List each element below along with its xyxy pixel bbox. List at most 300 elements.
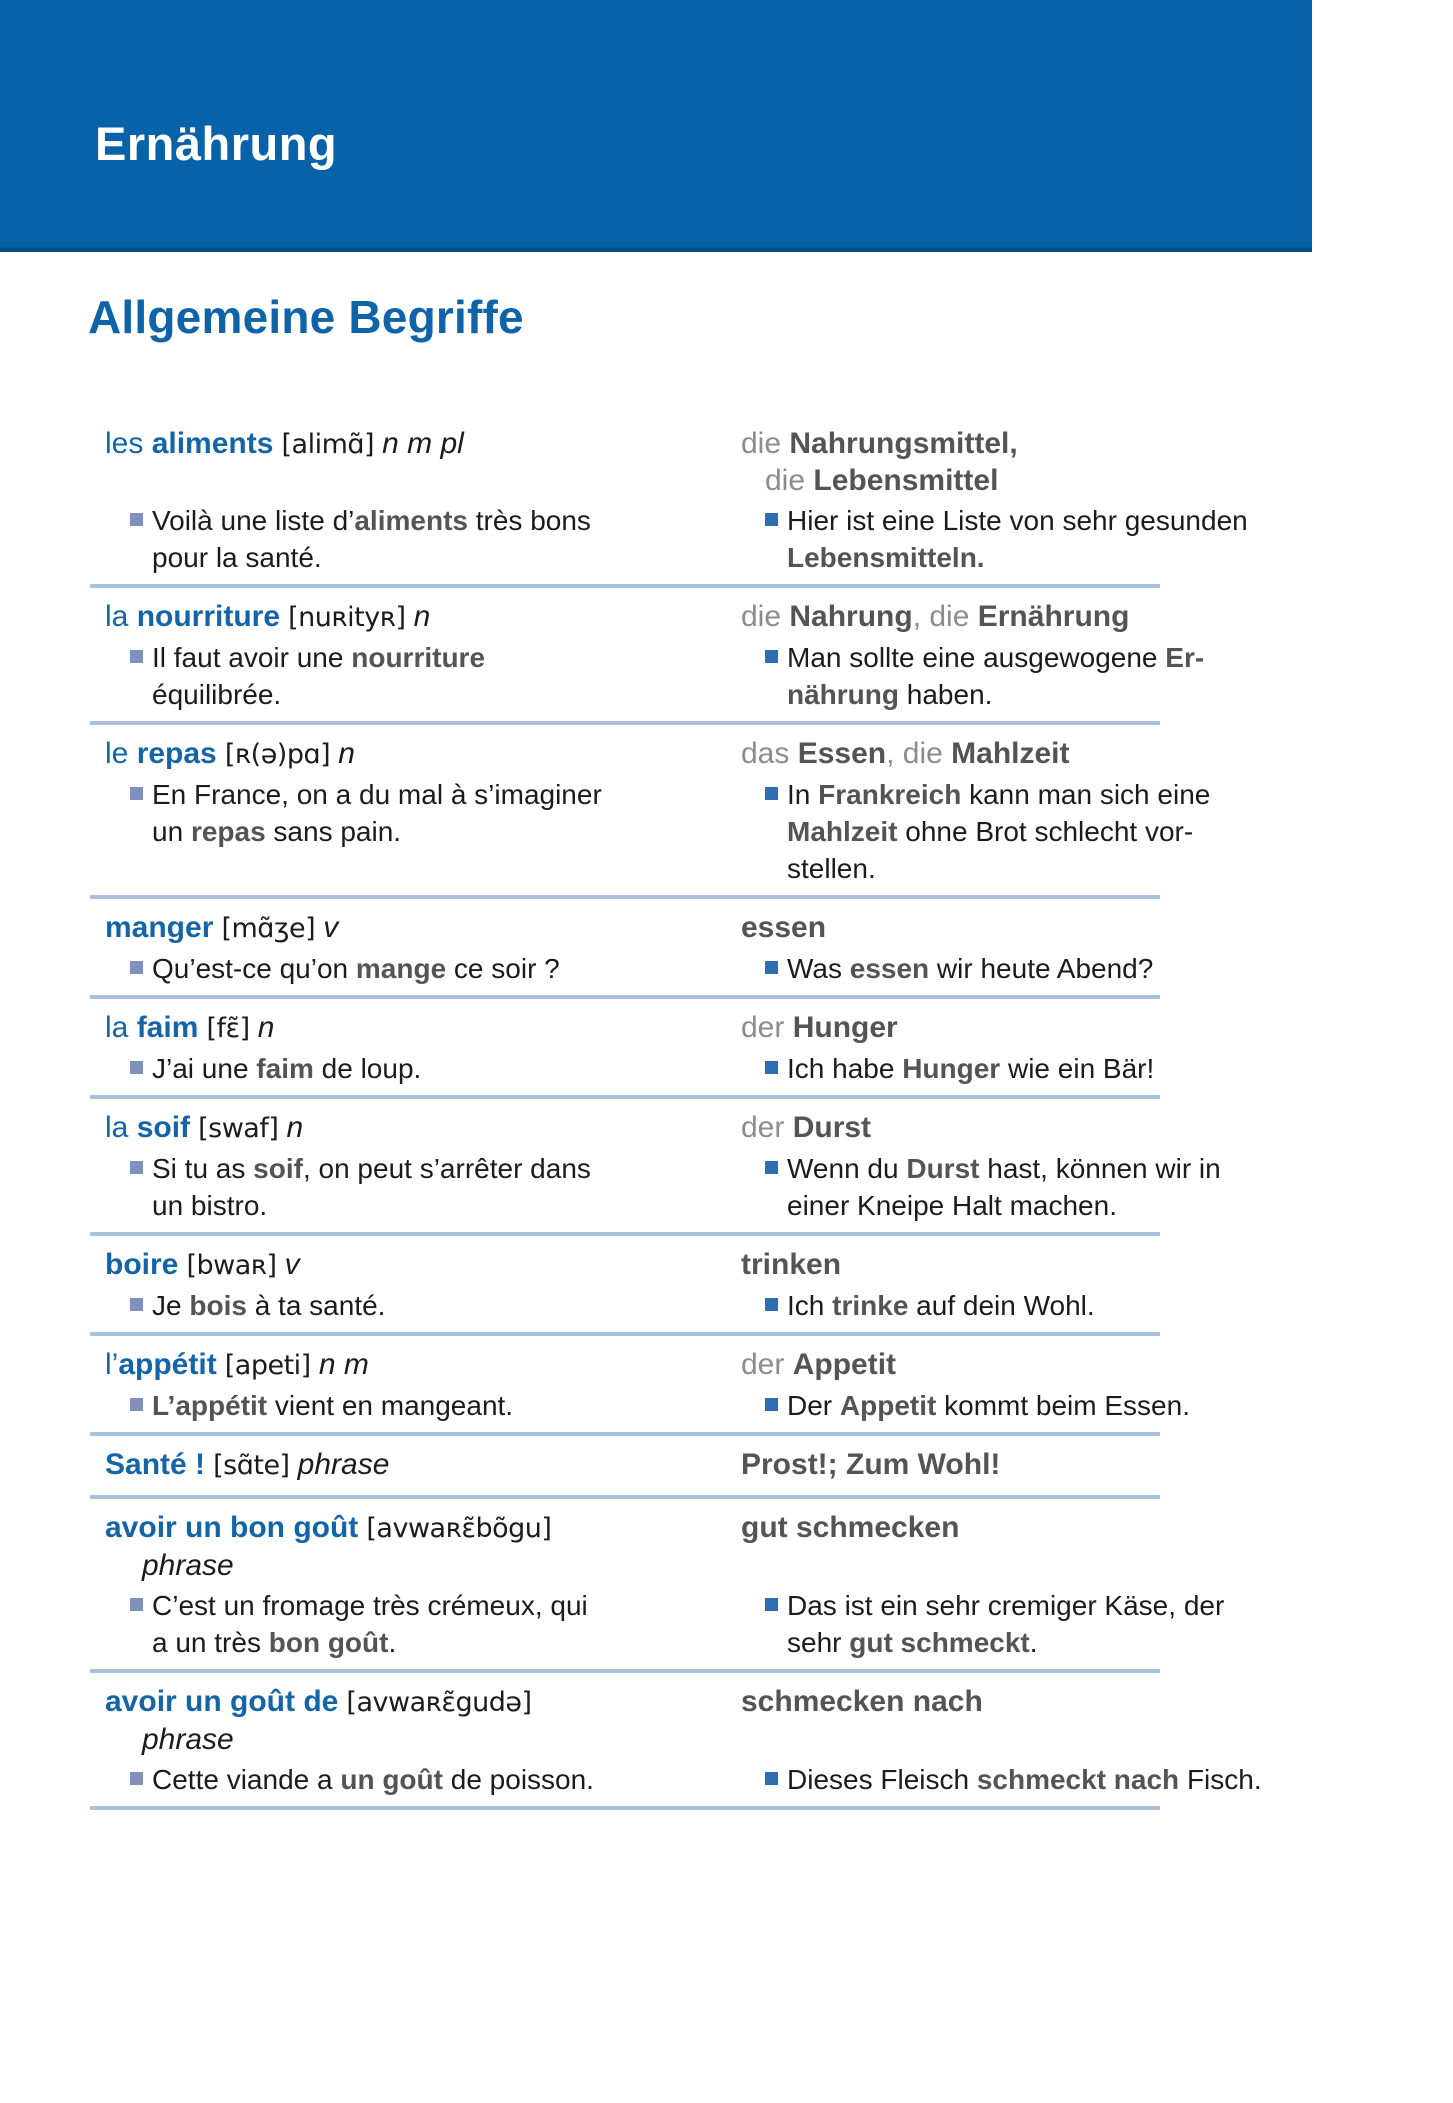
text-segment: n m xyxy=(318,1348,369,1381)
example-item xyxy=(88,1150,688,1224)
example-line xyxy=(152,950,560,987)
german-headword-line xyxy=(741,1446,1312,1483)
text-segment: Il faut avoir une xyxy=(152,642,352,673)
text-segment: un xyxy=(152,816,191,847)
example-line xyxy=(152,1150,591,1187)
text-segment: Mahlzeit xyxy=(951,737,1070,770)
entry-row xyxy=(88,1336,1312,1436)
example-item xyxy=(88,639,688,713)
text-segment: der xyxy=(741,1111,793,1144)
text-segment: repas xyxy=(190,816,266,847)
entry-row xyxy=(88,725,1312,899)
text-segment: soif xyxy=(253,1153,303,1184)
text-segment: phrase xyxy=(142,1549,234,1582)
text-segment: nourriture xyxy=(351,642,486,673)
text-segment: l’ xyxy=(105,1348,119,1381)
text-segment: mange xyxy=(355,953,447,984)
example-line xyxy=(152,539,591,576)
example-item xyxy=(88,1587,688,1661)
german-headword-cell xyxy=(741,425,1312,499)
german-headword-cell xyxy=(741,1346,1312,1384)
example-line xyxy=(787,1387,1190,1424)
german-headword-line xyxy=(741,1346,1312,1383)
french-example-cell xyxy=(88,1150,688,1224)
text-segment: appétit xyxy=(118,1348,217,1381)
entry-row xyxy=(88,588,1312,725)
example-line xyxy=(152,1624,588,1661)
example-item xyxy=(741,1587,1312,1661)
german-headword-line xyxy=(741,1009,1312,1046)
example-line xyxy=(152,1287,385,1324)
text-segment: En France, on a du mal à s’imaginer xyxy=(152,779,602,810)
french-example-cell xyxy=(88,639,688,713)
example-item xyxy=(741,1050,1312,1087)
text-segment: la xyxy=(105,600,137,633)
example-line xyxy=(152,1187,591,1224)
text-segment: Das ist ein sehr cremiger Käse, der xyxy=(787,1590,1225,1621)
example-line xyxy=(787,850,1210,887)
french-headword-cell xyxy=(88,1109,688,1147)
text-segment: der xyxy=(741,1348,793,1381)
text-segment: Nahrungsmittel, xyxy=(789,427,1018,460)
text-segment: a un très xyxy=(152,1627,269,1658)
german-headword-cell xyxy=(741,735,1312,773)
text-segment: un bistro. xyxy=(152,1190,268,1221)
example-text xyxy=(787,1287,1095,1324)
square-bullet-icon xyxy=(765,787,778,800)
text-segment: kommt beim Essen. xyxy=(936,1390,1190,1421)
example-line xyxy=(787,1761,1262,1798)
example-item xyxy=(741,950,1312,987)
chapter-title: Ernährung xyxy=(95,117,338,170)
example-text xyxy=(152,950,560,987)
example-line xyxy=(152,1050,421,1087)
text-segment: phrase xyxy=(142,1723,234,1756)
example-line xyxy=(787,1187,1221,1224)
text-segment: [alimɑ̃] xyxy=(273,429,383,460)
german-headword-cell xyxy=(741,1509,1312,1584)
text-segment: die xyxy=(741,427,790,460)
french-example-cell xyxy=(88,1587,688,1661)
french-example-cell xyxy=(88,502,688,576)
french-example-cell xyxy=(88,1387,688,1424)
text-segment: [nuʀityʀ] xyxy=(280,602,414,633)
text-segment: , xyxy=(912,600,930,633)
text-segment: faim xyxy=(256,1053,314,1084)
text-segment: , xyxy=(886,737,903,770)
text-segment: der xyxy=(741,1011,793,1044)
entries-list xyxy=(88,415,1312,1810)
text-segment: Hier ist eine Liste von sehr gesunden xyxy=(787,505,1248,536)
french-headword-cell xyxy=(88,909,688,947)
german-headword-cell xyxy=(741,909,1312,947)
text-segment: repas xyxy=(136,737,217,770)
entry-row xyxy=(88,1436,1312,1499)
square-bullet-icon xyxy=(130,650,143,663)
text-segment: de loup. xyxy=(313,1053,422,1084)
text-segment: très bons xyxy=(467,505,591,536)
text-segment: haben. xyxy=(899,679,993,710)
german-example-cell xyxy=(741,639,1312,713)
text-segment: essen xyxy=(741,911,827,944)
text-segment: J’ai une xyxy=(152,1053,257,1084)
french-headword-line xyxy=(88,1683,688,1721)
german-example-cell xyxy=(741,1050,1312,1087)
french-example-cell xyxy=(88,776,688,887)
example-line xyxy=(152,676,485,713)
example-line xyxy=(787,639,1204,676)
text-segment: wie ein Bär! xyxy=(1000,1053,1155,1084)
text-segment: n m pl xyxy=(382,427,464,460)
text-segment: pour la santé. xyxy=(152,542,322,573)
french-headword-cell xyxy=(88,598,688,636)
text-segment: die xyxy=(902,737,952,770)
german-headword-cell xyxy=(741,598,1312,636)
text-segment: [apeti] xyxy=(216,1350,319,1381)
text-segment: die xyxy=(765,464,814,497)
text-segment: nährung xyxy=(787,679,899,710)
text-segment: Prost!; Zum Wohl! xyxy=(741,1448,1001,1481)
french-headword-line xyxy=(88,598,688,636)
text-segment: Dieses Fleisch xyxy=(787,1764,977,1795)
text-segment: Appetit xyxy=(839,1390,937,1421)
text-segment: avoir un goût de xyxy=(105,1685,339,1718)
german-headword-cell xyxy=(741,1246,1312,1284)
entry-row xyxy=(88,999,1312,1099)
french-example-cell xyxy=(88,1761,688,1798)
text-segment: . xyxy=(1029,1627,1038,1658)
german-example-cell xyxy=(741,1761,1312,1798)
french-headword-line xyxy=(88,1009,688,1047)
example-line xyxy=(787,539,1248,576)
german-headword-line xyxy=(741,425,1312,462)
text-segment: gut schmecken xyxy=(741,1511,960,1544)
example-text xyxy=(152,1761,594,1798)
text-segment: équilibrée. xyxy=(152,679,282,710)
text-segment: Lebensmitteln. xyxy=(787,542,985,573)
text-segment: de poisson. xyxy=(442,1764,594,1795)
text-segment: n xyxy=(338,737,355,770)
german-example-cell xyxy=(741,1287,1312,1324)
example-line xyxy=(787,1050,1154,1087)
square-bullet-icon xyxy=(765,1161,778,1174)
french-headword-cell xyxy=(88,1009,688,1047)
square-bullet-icon xyxy=(130,961,143,974)
text-segment: aliments xyxy=(354,505,468,536)
text-segment: Was xyxy=(787,953,850,984)
example-text xyxy=(152,1050,421,1087)
german-headword-cell xyxy=(741,1009,1312,1047)
text-segment: Nahrung xyxy=(789,600,913,633)
text-segment: trinken xyxy=(741,1248,842,1281)
example-item xyxy=(741,1287,1312,1324)
square-bullet-icon xyxy=(130,1398,143,1411)
text-segment: essen xyxy=(849,953,930,984)
text-segment: auf dein Wohl. xyxy=(908,1290,1095,1321)
example-item xyxy=(88,776,688,850)
example-text xyxy=(152,1287,385,1324)
text-segment: sans pain. xyxy=(265,816,402,847)
german-headword-line xyxy=(741,735,1312,772)
example-line xyxy=(152,1387,513,1424)
text-segment: . xyxy=(388,1627,397,1658)
square-bullet-icon xyxy=(130,1161,143,1174)
text-segment: un goût xyxy=(340,1764,443,1795)
text-segment: [bwaʀ] xyxy=(178,1250,285,1281)
text-segment: le xyxy=(105,737,137,770)
example-text xyxy=(152,1387,513,1424)
german-headword-line xyxy=(741,1509,1312,1546)
french-headword-cell xyxy=(88,1446,688,1484)
text-segment: wir heute Abend? xyxy=(929,953,1154,984)
text-segment: soif xyxy=(136,1111,191,1144)
text-segment: boire xyxy=(105,1248,179,1281)
square-bullet-icon xyxy=(765,1598,778,1611)
text-segment: Qu’est-ce qu’on xyxy=(152,953,356,984)
example-item xyxy=(741,639,1312,713)
german-example-cell xyxy=(741,502,1312,576)
text-segment: [fɛ̃] xyxy=(198,1013,258,1044)
text-segment: [avwaʀɛ̃gudə] xyxy=(338,1687,532,1718)
german-headword-line xyxy=(741,598,1312,635)
text-segment: L’appétit xyxy=(152,1390,268,1421)
square-bullet-icon xyxy=(765,1298,778,1311)
example-line xyxy=(787,1624,1224,1661)
square-bullet-icon xyxy=(765,650,778,663)
example-text xyxy=(152,776,602,850)
example-line xyxy=(787,776,1210,813)
text-segment: la xyxy=(105,1111,137,1144)
example-item xyxy=(741,502,1312,576)
chapter-header-band xyxy=(0,0,1312,252)
text-segment: [sɑ̃te] xyxy=(205,1450,298,1481)
french-headword-cell xyxy=(88,735,688,773)
text-segment: Lebensmittel xyxy=(813,464,999,497)
square-bullet-icon xyxy=(765,1061,778,1074)
example-text xyxy=(152,1150,591,1224)
text-segment: Hunger xyxy=(792,1011,898,1044)
french-headword-line xyxy=(88,735,688,773)
example-line xyxy=(152,1587,588,1624)
german-headword-line xyxy=(741,1246,1312,1283)
example-text xyxy=(787,1761,1262,1798)
example-item xyxy=(88,1761,688,1798)
german-headword-line xyxy=(741,1683,1312,1720)
example-item xyxy=(88,1287,688,1324)
example-item xyxy=(741,776,1312,887)
text-segment: Der xyxy=(787,1390,840,1421)
text-segment: Durst xyxy=(906,1153,980,1184)
example-text xyxy=(787,776,1210,887)
text-segment: trinke xyxy=(832,1290,909,1321)
text-segment: Frankreich xyxy=(818,779,962,810)
entry-row xyxy=(88,899,1312,999)
french-example-cell xyxy=(88,1050,688,1087)
french-headword-line xyxy=(88,425,688,463)
text-segment: n xyxy=(413,600,431,633)
example-line xyxy=(787,502,1248,539)
square-bullet-icon xyxy=(765,513,778,526)
german-headword-cell xyxy=(741,1109,1312,1147)
text-segment: manger xyxy=(105,911,214,944)
text-segment: schmeckt nach xyxy=(976,1764,1180,1795)
german-example-cell xyxy=(741,950,1312,987)
french-headword-line xyxy=(88,1446,688,1484)
text-segment: v xyxy=(284,1248,300,1281)
example-text xyxy=(787,1587,1224,1661)
text-segment: Wenn du xyxy=(787,1153,907,1184)
text-segment: ohne Brot schlecht vor- xyxy=(897,816,1194,847)
example-item xyxy=(88,950,688,987)
text-segment: hast, können wir in xyxy=(979,1153,1221,1184)
text-segment: die xyxy=(929,600,978,633)
text-segment: v xyxy=(323,911,339,944)
text-segment: , on peut s’arrêter dans xyxy=(302,1153,591,1184)
text-segment: les xyxy=(105,427,152,460)
text-segment: avoir un bon goût xyxy=(105,1511,359,1544)
entry-row xyxy=(88,1099,1312,1236)
german-example-cell xyxy=(741,1150,1312,1224)
example-line xyxy=(152,813,602,850)
example-item xyxy=(741,1150,1312,1224)
entry-row xyxy=(88,1673,1312,1810)
french-headword-line xyxy=(88,1246,688,1284)
text-segment: Ich habe xyxy=(787,1053,903,1084)
text-segment: Santé ! xyxy=(105,1448,206,1481)
example-text xyxy=(787,639,1204,713)
square-bullet-icon xyxy=(130,1061,143,1074)
example-line xyxy=(787,1287,1095,1324)
german-headword-line xyxy=(741,909,1312,946)
german-example-cell xyxy=(741,776,1312,887)
german-headword-line xyxy=(741,1109,1312,1146)
example-text xyxy=(787,950,1153,987)
text-segment: aliments xyxy=(151,427,274,460)
german-headword-cell xyxy=(741,1446,1312,1484)
example-line xyxy=(787,950,1153,987)
square-bullet-icon xyxy=(765,1772,778,1785)
text-segment: Essen xyxy=(797,737,887,770)
text-segment: schmecken nach xyxy=(741,1685,983,1718)
text-segment: [avwaʀɛ̃bõgu] xyxy=(358,1513,552,1544)
french-headword-cell xyxy=(88,1246,688,1284)
french-headword-cell xyxy=(88,1346,688,1384)
text-segment: Fisch. xyxy=(1179,1764,1262,1795)
french-headword-line xyxy=(88,909,688,947)
square-bullet-icon xyxy=(765,1398,778,1411)
text-segment: stellen. xyxy=(787,853,876,884)
german-headword-line xyxy=(741,462,1312,499)
text-segment: bois xyxy=(189,1290,247,1321)
example-text xyxy=(787,502,1248,576)
example-line xyxy=(152,639,485,676)
section-heading: Allgemeine Begriffe xyxy=(88,291,524,343)
example-text xyxy=(152,502,591,576)
french-headword-line xyxy=(88,1509,688,1547)
example-line xyxy=(787,1587,1224,1624)
example-item xyxy=(741,1387,1312,1424)
example-text xyxy=(787,1050,1154,1087)
text-segment: [ʀ(ə)pɑ] xyxy=(216,739,339,770)
text-segment: C’est un fromage très crémeux, qui xyxy=(152,1590,588,1621)
text-segment: vient en mangeant. xyxy=(267,1390,514,1421)
text-segment: die xyxy=(741,600,790,633)
example-text xyxy=(787,1150,1221,1224)
text-segment: bon goût xyxy=(268,1627,389,1658)
entry-row xyxy=(88,1499,1312,1673)
text-segment: In xyxy=(787,779,819,810)
square-bullet-icon xyxy=(130,1598,143,1611)
text-segment: Durst xyxy=(792,1111,872,1144)
example-line xyxy=(152,502,591,539)
text-segment: Er- xyxy=(1165,642,1205,673)
text-segment: Voilà une liste d’ xyxy=(152,505,355,536)
example-item xyxy=(88,1050,688,1087)
text-segment: à ta santé. xyxy=(246,1290,386,1321)
text-segment: Hunger xyxy=(902,1053,1001,1084)
text-segment: Je xyxy=(152,1290,190,1321)
example-line xyxy=(152,776,602,813)
square-bullet-icon xyxy=(130,787,143,800)
example-text xyxy=(152,1587,588,1661)
french-headword-line xyxy=(88,1109,688,1147)
text-segment: Man sollte eine ausgewogene xyxy=(787,642,1166,673)
text-segment: sehr xyxy=(787,1627,850,1658)
text-segment: ce soir ? xyxy=(446,953,560,984)
example-line xyxy=(787,676,1204,713)
german-headword-cell xyxy=(741,1683,1312,1758)
text-segment: [swaf] xyxy=(190,1113,287,1144)
square-bullet-icon xyxy=(765,961,778,974)
text-segment: das xyxy=(741,737,798,770)
text-segment: Ich xyxy=(787,1290,833,1321)
example-line xyxy=(152,1761,594,1798)
french-headword-line xyxy=(88,1547,688,1584)
french-example-cell xyxy=(88,1287,688,1324)
german-example-cell xyxy=(741,1587,1312,1661)
text-segment: Si tu as xyxy=(152,1153,254,1184)
text-segment: Appetit xyxy=(792,1348,897,1381)
text-segment: nourriture xyxy=(136,600,281,633)
text-segment: n xyxy=(286,1111,304,1144)
german-example-cell xyxy=(741,1387,1312,1424)
example-text xyxy=(787,1387,1190,1424)
text-segment: kann man sich eine xyxy=(961,779,1211,810)
text-segment: phrase xyxy=(297,1448,390,1481)
example-text xyxy=(152,639,485,713)
text-segment: n xyxy=(257,1011,275,1044)
example-item xyxy=(88,502,688,576)
square-bullet-icon xyxy=(130,1772,143,1785)
example-line xyxy=(787,813,1210,850)
text-segment: gut schmeckt xyxy=(849,1627,1030,1658)
entry-row xyxy=(88,1236,1312,1336)
french-headword-line xyxy=(88,1721,688,1758)
text-segment: Mahlzeit xyxy=(787,816,898,847)
example-item xyxy=(741,1761,1312,1798)
text-segment: Cette viande a xyxy=(152,1764,341,1795)
text-segment: Ernährung xyxy=(977,600,1130,633)
text-segment: faim xyxy=(136,1011,199,1044)
french-headword-line xyxy=(88,1346,688,1384)
text-segment: einer Kneipe Halt machen. xyxy=(787,1190,1117,1221)
french-example-cell xyxy=(88,950,688,987)
example-line xyxy=(787,1150,1221,1187)
square-bullet-icon xyxy=(130,513,143,526)
entry-row xyxy=(88,415,1312,588)
french-headword-cell xyxy=(88,1683,688,1758)
text-segment: la xyxy=(105,1011,137,1044)
